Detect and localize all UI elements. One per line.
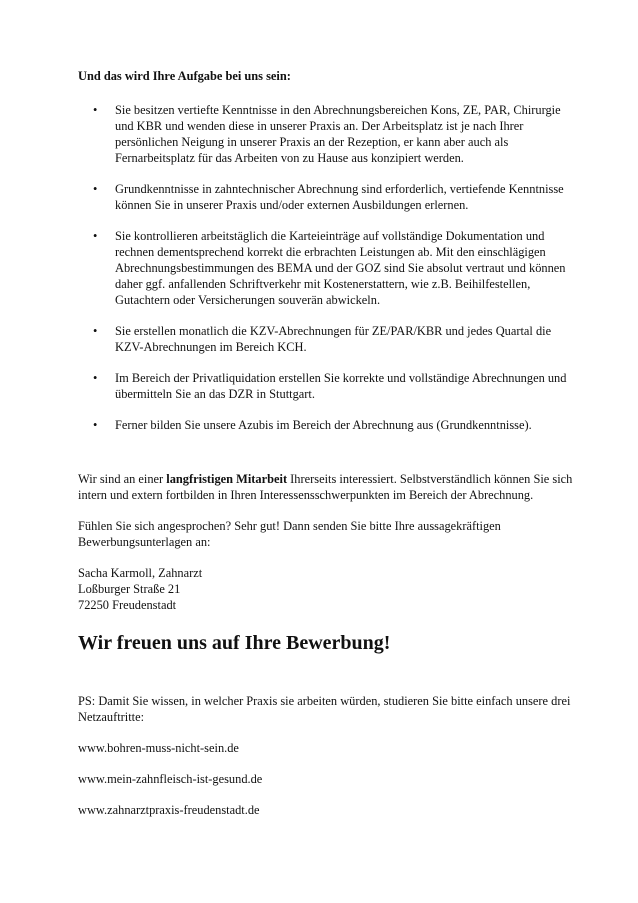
list-item [78, 228, 574, 308]
list-item [78, 417, 574, 433]
list-item-text: Sie erstellen monatlich die KZV-Abrechnungen für ZE/PAR/KBR und jedes Quartal die KZV-Abrechnungen im Bereich KCH. [115, 324, 552, 354]
document-page [78, 68, 574, 833]
commitment-paragraph [78, 471, 574, 503]
contact-street: Loßburger Straße 21 [78, 582, 181, 596]
application-request-paragraph: Fühlen Sie sich angesprochen? Sehr gut! Dann senden Sie bitte Ihre aussagekräftigen Bewerbungsunterlagen an: [78, 519, 501, 549]
bullet-icon: • [93, 418, 98, 432]
list-item-text: Ferner bilden Sie unsere Azubis im Bereich der Abrechnung aus (Grundkenntnisse). [115, 418, 532, 432]
list-item [78, 370, 574, 402]
section-heading: Und das wird Ihre Aufgabe bei uns sein: [78, 69, 291, 83]
bullet-icon: • [93, 182, 98, 196]
paragraph-text: Ihrerseits interessiert. Selbstverständlich können Sie sich intern und extern fortbilden in Ihren Interessensschwerpunkten im Bereich der Abrechnung. [78, 472, 573, 502]
bullet-icon: • [93, 229, 98, 243]
list-item-text: Im Bereich der Privatliquidation erstellen Sie korrekte und vollständige Abrechnungen und übermitteln Sie an das DZR in Stuttgart. [115, 371, 567, 401]
contact-city: 72250 Freudenstadt [78, 598, 177, 612]
list-item-text: Sie kontrollieren arbeitstäglich die Karteieinträge auf vollständige Dokumentation und rechnen dementsprechend korrekt die erbrachten Leistungen ab. Mit den einschlägigen Abrechnungsbestimmungen des BEMA und der GOZ sind Sie absolut vertraut und können daher ggf. anfallenden Schriftverkehr mit Kostenerstattern, wie z.B. Beihilfestellen, Gutachtern oder Versicherungen souverän abwickeln. [115, 229, 566, 307]
bullet-icon: • [93, 103, 98, 117]
contact-name: Sacha Karmoll, Zahnarzt [78, 566, 203, 580]
list-item [78, 181, 574, 213]
ps-paragraph: PS: Damit Sie wissen, in welcher Praxis sie arbeiten würden, studieren Sie bitte einfach unsere drei Netzauftritte: [78, 694, 571, 724]
contact-address [78, 565, 574, 613]
website-link-3: www.zahnarztpraxis-freudenstadt.de [78, 803, 260, 817]
bullet-icon: • [93, 324, 98, 338]
list-item [78, 102, 574, 166]
paragraph-text: Wir sind an einer [78, 472, 167, 486]
closing-headline: Wir freuen uns auf Ihre Bewerbung! [78, 632, 391, 654]
bullet-icon: • [93, 371, 98, 385]
list-item [78, 323, 574, 355]
website-link-2: www.mein-zahnfleisch-ist-gesund.de [78, 772, 263, 786]
list-item-text: Grundkenntnisse in zahntechnischer Abrechnung sind erforderlich, vertiefende Kenntnisse können Sie in unserer Praxis und/oder externen Ausbildungen erlernen. [115, 182, 564, 212]
emphasis-text: langfristigen Mitarbeit [166, 472, 288, 486]
task-list [78, 102, 574, 433]
website-link-1: www.bohren-muss-nicht-sein.de [78, 741, 239, 755]
list-item-text: Sie besitzen vertiefte Kenntnisse in den Abrechnungsbereichen Kons, ZE, PAR, Chirurgie und KBR und wenden diese in unserer Praxis an. Der Arbeitsplatz ist je nach Ihrer persönlichen Neigung in unserer Praxis an der Rezeption, er kann aber auch als Fernarbeitsplatz für das Arbeiten von zu Hause aus konzipiert werden. [115, 103, 561, 165]
